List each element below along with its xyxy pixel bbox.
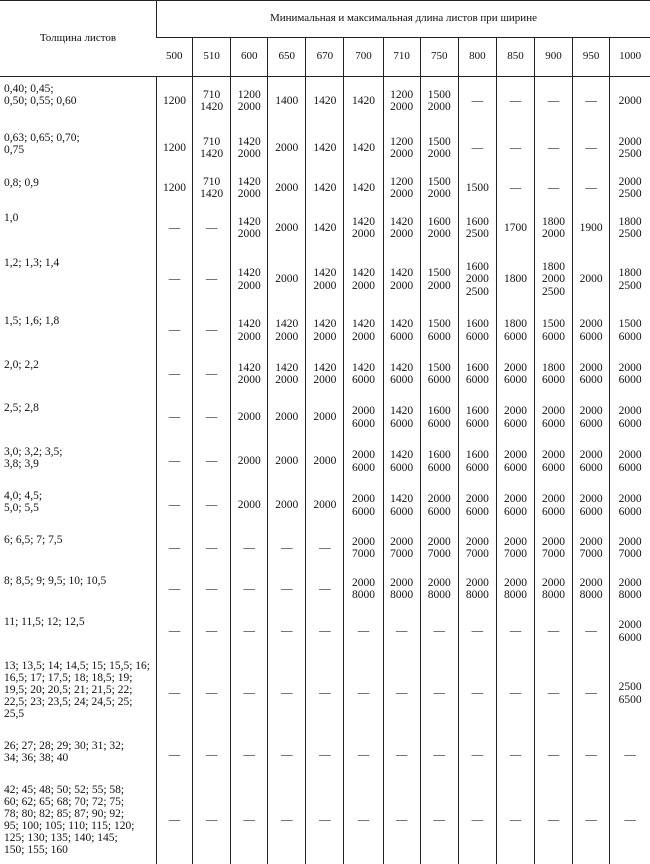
length-cell: 710 1420 xyxy=(193,77,231,126)
length-cell: — xyxy=(231,654,268,734)
length-cell: 2000 7000 xyxy=(496,528,534,569)
length-cell: — xyxy=(573,610,610,654)
length-cell: 1200 xyxy=(156,126,192,171)
length-cell: 2000 7000 xyxy=(344,528,383,569)
length-cell: — xyxy=(306,734,344,778)
length-cell: 2000 xyxy=(268,206,306,251)
length-cell: 2000 7000 xyxy=(610,528,650,569)
length-cell: 2000 6000 xyxy=(496,396,534,440)
table-row xyxy=(0,77,650,126)
length-cell: 1420 6000 xyxy=(383,484,420,528)
length-cell: — xyxy=(573,126,610,171)
length-cell: 2000 6000 xyxy=(610,484,650,528)
length-cell: — xyxy=(496,171,534,206)
length-cell: — xyxy=(573,734,610,778)
length-cell: 2000 6000 xyxy=(610,610,650,654)
length-cell: — xyxy=(156,440,192,484)
thickness-header: Толщина листов xyxy=(0,1,156,77)
length-cell: 2000 xyxy=(573,251,610,309)
length-cell: — xyxy=(306,610,344,654)
length-cell: — xyxy=(496,126,534,171)
length-cell: — xyxy=(383,778,420,864)
length-cell: 2000 6000 xyxy=(420,484,458,528)
length-cell: 1420 xyxy=(344,171,383,206)
length-cell: — xyxy=(535,610,573,654)
length-cell: 1420 2000 xyxy=(231,171,268,206)
length-cell: — xyxy=(156,778,192,864)
length-cell: 2000 xyxy=(268,126,306,171)
length-cell: 1600 2000 2500 xyxy=(458,251,496,309)
width-header-cell: 900 xyxy=(535,38,573,77)
length-cell: 2000 6000 xyxy=(496,484,534,528)
length-cell: 2000 6000 xyxy=(573,396,610,440)
length-cell: 2000 7000 xyxy=(458,528,496,569)
length-cell: — xyxy=(496,734,534,778)
length-cell: 1420 2000 xyxy=(231,251,268,309)
length-cell: 1600 6000 xyxy=(458,396,496,440)
length-cell: 1200 2000 xyxy=(383,77,420,126)
length-cell: — xyxy=(420,778,458,864)
length-cell: 1500 6000 xyxy=(420,309,458,353)
length-cell: — xyxy=(156,251,192,309)
length-cell: — xyxy=(535,778,573,864)
length-cell: — xyxy=(344,610,383,654)
length-cell: 1200 xyxy=(156,77,192,126)
width-header-cell: 650 xyxy=(268,38,306,77)
width-header-cell: 710 xyxy=(383,38,420,77)
length-cell: — xyxy=(610,778,650,864)
length-cell: — xyxy=(306,654,344,734)
length-cell: — xyxy=(573,778,610,864)
length-cell: 1420 xyxy=(344,77,383,126)
width-header-cell: 600 xyxy=(231,38,268,77)
length-cell: — xyxy=(535,77,573,126)
length-cell: 2000 6000 xyxy=(344,440,383,484)
length-cell: — xyxy=(535,171,573,206)
length-cell: — xyxy=(420,610,458,654)
length-cell: 1420 2000 xyxy=(231,353,268,396)
length-cell: — xyxy=(231,528,268,569)
length-cell: 1420 2000 xyxy=(344,251,383,309)
length-header: Минимальная и максимальная длина листов при ширине xyxy=(156,1,650,38)
table-row xyxy=(0,251,650,309)
thickness-cell: 0,63; 0,65; 0,70; 0,75 xyxy=(4,131,80,156)
thickness-cell: 3,0; 3,2; 3,5; 3,8; 3,9 xyxy=(4,445,63,470)
length-cell: — xyxy=(458,734,496,778)
length-cell: 2000 2500 xyxy=(610,171,650,206)
length-cell: 1500 2000 xyxy=(420,251,458,309)
length-cell: — xyxy=(156,353,192,396)
thickness-cell: 42; 45; 48; 50; 52; 55; 58; 60; 62; 65; 68; 70; 72; 75; 78; 80; 82; 85; 87; 90; 92; 95; 100; 105; 110; 115; 120; 125; 130; 135; 140; 145; 150; 155; 160 xyxy=(4,783,135,856)
length-cell: 1600 2000 xyxy=(420,206,458,251)
length-cell: 1420 2000 xyxy=(268,353,306,396)
length-cell: 1200 2000 xyxy=(231,77,268,126)
width-header-cell: 670 xyxy=(306,38,344,77)
table-row xyxy=(0,206,650,251)
length-cell: — xyxy=(193,528,231,569)
length-cell: — xyxy=(193,778,231,864)
table-row xyxy=(0,734,650,778)
length-cell: 1420 2000 xyxy=(268,309,306,353)
length-cell: 1420 2000 xyxy=(231,309,268,353)
length-cell: 2000 6000 xyxy=(496,440,534,484)
length-cell: — xyxy=(344,778,383,864)
length-cell: 2000 6000 xyxy=(535,396,573,440)
length-cell: 1600 6000 xyxy=(458,353,496,396)
width-header-cell: 850 xyxy=(496,38,534,77)
length-cell: 1600 6000 xyxy=(458,309,496,353)
length-cell: 1500 xyxy=(458,171,496,206)
length-cell: — xyxy=(156,569,192,610)
length-cell: 1420 2000 xyxy=(383,251,420,309)
length-cell: — xyxy=(458,610,496,654)
table-row xyxy=(0,778,650,864)
length-cell: 2000 xyxy=(306,440,344,484)
length-cell: 1800 6000 xyxy=(496,309,534,353)
table-row xyxy=(0,484,650,528)
length-cell: — xyxy=(193,206,231,251)
length-cell: 2000 xyxy=(268,171,306,206)
length-cell: 1420 xyxy=(306,77,344,126)
length-cell: — xyxy=(193,396,231,440)
table-row xyxy=(0,309,650,353)
length-cell: 2000 7000 xyxy=(535,528,573,569)
length-cell: 1420 6000 xyxy=(344,353,383,396)
length-cell: — xyxy=(496,654,534,734)
length-cell: 1420 xyxy=(344,126,383,171)
length-cell: 1800 2000 2500 xyxy=(535,251,573,309)
length-cell: — xyxy=(268,778,306,864)
length-cell: 2000 6000 xyxy=(573,484,610,528)
length-cell: — xyxy=(268,734,306,778)
length-cell: 1420 2000 xyxy=(306,353,344,396)
length-cell: 2000 8000 xyxy=(383,569,420,610)
length-cell: — xyxy=(268,654,306,734)
table-row xyxy=(0,396,650,440)
length-cell: 1800 xyxy=(496,251,534,309)
length-cell: 1420 xyxy=(306,206,344,251)
length-cell: — xyxy=(193,654,231,734)
length-cell: 2000 6000 xyxy=(344,484,383,528)
length-cell: 1500 6000 xyxy=(420,353,458,396)
width-header-cell: 510 xyxy=(193,38,231,77)
length-cell: 2000 xyxy=(610,77,650,126)
length-cell: 2000 7000 xyxy=(383,528,420,569)
length-cell: 2000 xyxy=(231,440,268,484)
length-cell: — xyxy=(383,734,420,778)
length-cell: 2000 xyxy=(268,251,306,309)
length-cell: 2000 6000 xyxy=(458,484,496,528)
width-header-cell: 800 xyxy=(458,38,496,77)
length-cell: — xyxy=(156,206,192,251)
length-cell: 1420 2000 xyxy=(383,206,420,251)
length-cell: — xyxy=(193,610,231,654)
table-row xyxy=(0,171,650,206)
thickness-cell: 1,2; 1,3; 1,4 xyxy=(4,256,60,269)
length-cell: — xyxy=(156,396,192,440)
length-cell: 1800 6000 xyxy=(535,353,573,396)
thickness-cell: 11; 11,5; 12; 12,5 xyxy=(4,615,85,628)
length-cell: 2000 xyxy=(306,484,344,528)
length-cell: 1420 6000 xyxy=(383,353,420,396)
length-cell: — xyxy=(268,610,306,654)
length-cell: 1600 6000 xyxy=(458,440,496,484)
length-cell: 1500 6000 xyxy=(610,309,650,353)
length-cell: — xyxy=(193,569,231,610)
length-cell: — xyxy=(535,734,573,778)
length-cell: 1420 2000 xyxy=(231,206,268,251)
table-body xyxy=(0,77,650,864)
length-cell: 2000 6000 xyxy=(610,353,650,396)
length-cell: — xyxy=(193,309,231,353)
length-cell: 1420 6000 xyxy=(383,396,420,440)
length-cell: 1200 xyxy=(156,171,192,206)
length-cell: 2000 8000 xyxy=(610,569,650,610)
length-cell: 1420 2000 xyxy=(344,309,383,353)
length-cell: 710 1420 xyxy=(193,126,231,171)
width-header-cell: 500 xyxy=(156,38,192,77)
table-row xyxy=(0,353,650,396)
length-cell: 1800 2000 xyxy=(535,206,573,251)
length-cell: 1600 6000 xyxy=(420,440,458,484)
length-cell: — xyxy=(610,734,650,778)
length-cell: 1420 2000 xyxy=(344,206,383,251)
length-cell: — xyxy=(496,778,534,864)
length-cell: — xyxy=(193,734,231,778)
table-row xyxy=(0,610,650,654)
length-cell: 2000 6000 xyxy=(496,353,534,396)
length-cell: 2000 6000 xyxy=(573,309,610,353)
length-cell: — xyxy=(231,778,268,864)
length-cell: 1500 2000 xyxy=(420,171,458,206)
length-cell: 2000 6000 xyxy=(610,440,650,484)
length-cell: 2500 6500 xyxy=(610,654,650,734)
length-cell: 2000 6000 xyxy=(573,353,610,396)
thickness-cell: 13; 13,5; 14; 14,5; 15; 15,5; 16; 16,5; 17; 17,5; 18; 18,5; 19; 19,5; 20; 20,5; 21; 21,5; 22; 22,5; 23; 23,5; 24; 24,5; 25; 25,5 xyxy=(4,659,150,720)
length-cell: 2000 6000 xyxy=(535,484,573,528)
length-cell: — xyxy=(420,734,458,778)
length-cell: — xyxy=(496,77,534,126)
length-cell: — xyxy=(156,610,192,654)
thickness-cell: 0,8; 0,9 xyxy=(4,176,39,189)
length-cell: — xyxy=(344,654,383,734)
table-row xyxy=(0,440,650,484)
thickness-cell: 4,0; 4,5; 5,0; 5,5 xyxy=(4,489,43,514)
length-cell: 1600 2500 xyxy=(458,206,496,251)
length-cell: — xyxy=(535,126,573,171)
length-cell: — xyxy=(420,654,458,734)
length-cell: — xyxy=(573,171,610,206)
length-cell: — xyxy=(573,654,610,734)
table-row xyxy=(0,569,650,610)
length-cell: 1400 xyxy=(268,77,306,126)
length-cell: — xyxy=(193,251,231,309)
length-cell: 1900 xyxy=(573,206,610,251)
thickness-cell: 6; 6,5; 7; 7,5 xyxy=(4,533,63,546)
length-cell: — xyxy=(156,484,192,528)
length-cell: — xyxy=(573,77,610,126)
length-cell: — xyxy=(306,528,344,569)
length-cell: 2000 8000 xyxy=(535,569,573,610)
table-row xyxy=(0,654,650,734)
table-row xyxy=(0,126,650,171)
length-cell: 2000 6000 xyxy=(344,396,383,440)
length-cell: 2000 2500 xyxy=(610,126,650,171)
length-cell: 2000 xyxy=(268,440,306,484)
length-cell: 2000 8000 xyxy=(573,569,610,610)
length-cell: — xyxy=(344,734,383,778)
length-cell: — xyxy=(458,77,496,126)
length-cell: 1420 6000 xyxy=(383,440,420,484)
thickness-cell: 1,0 xyxy=(4,211,19,224)
thickness-cell: 0,40; 0,45; 0,50; 0,55; 0,60 xyxy=(4,83,77,108)
length-cell: 2000 7000 xyxy=(573,528,610,569)
length-cell: — xyxy=(231,734,268,778)
length-cell: — xyxy=(193,440,231,484)
length-cell: 2000 8000 xyxy=(344,569,383,610)
thickness-cell: 1,5; 1,6; 1,8 xyxy=(4,314,60,327)
length-cell: 1200 2000 xyxy=(383,126,420,171)
length-cell: — xyxy=(306,569,344,610)
length-cell: — xyxy=(231,569,268,610)
thickness-cell: 8; 8,5; 9; 9,5; 10; 10,5 xyxy=(4,574,107,587)
length-cell: — xyxy=(156,528,192,569)
length-cell: 2000 8000 xyxy=(420,569,458,610)
length-cell: 2000 8000 xyxy=(496,569,534,610)
length-cell: — xyxy=(458,126,496,171)
length-cell: 2000 7000 xyxy=(420,528,458,569)
length-cell: — xyxy=(156,654,192,734)
length-cell: — xyxy=(458,654,496,734)
length-cell: — xyxy=(156,734,192,778)
length-cell: 1420 2000 xyxy=(306,251,344,309)
width-header-cell: 1000 xyxy=(610,38,650,77)
length-cell: 1420 2000 xyxy=(231,126,268,171)
length-cell: 1800 2500 xyxy=(610,251,650,309)
length-cell: — xyxy=(458,778,496,864)
length-cell: — xyxy=(193,484,231,528)
length-cell: 710 1420 xyxy=(193,171,231,206)
length-cell: 2000 xyxy=(268,484,306,528)
width-header-cell: 700 xyxy=(344,38,383,77)
length-cell: 2000 6000 xyxy=(573,440,610,484)
length-cell: — xyxy=(383,654,420,734)
length-cell: 1200 2000 xyxy=(383,171,420,206)
length-cell: — xyxy=(496,610,534,654)
thickness-cell: 26; 27; 28; 29; 30; 31; 32; 34; 36; 38; 40 xyxy=(4,739,125,764)
length-cell: 1420 6000 xyxy=(383,309,420,353)
length-cell: 1700 xyxy=(496,206,534,251)
length-cell: 2000 xyxy=(231,396,268,440)
width-header-cell: 750 xyxy=(420,38,458,77)
length-cell: 1500 2000 xyxy=(420,77,458,126)
thickness-cell: 2,0; 2,2 xyxy=(4,358,39,371)
length-cell: — xyxy=(383,610,420,654)
width-header-cell: 950 xyxy=(573,38,610,77)
length-cell: — xyxy=(268,528,306,569)
length-cell: — xyxy=(306,778,344,864)
length-cell: 2000 6000 xyxy=(610,396,650,440)
length-cell: 2000 xyxy=(306,396,344,440)
length-cell: 1420 xyxy=(306,171,344,206)
length-cell: — xyxy=(231,610,268,654)
length-cell: — xyxy=(156,309,192,353)
length-cell: — xyxy=(535,654,573,734)
length-cell: 1800 2500 xyxy=(610,206,650,251)
table-row xyxy=(0,528,650,569)
length-cell: 2000 xyxy=(268,396,306,440)
length-cell: 1500 2000 xyxy=(420,126,458,171)
length-cell: 1420 xyxy=(306,126,344,171)
length-cell: 2000 6000 xyxy=(535,440,573,484)
length-cell: — xyxy=(193,353,231,396)
thickness-cell: 2,5; 2,8 xyxy=(4,401,39,414)
length-cell: — xyxy=(268,569,306,610)
length-cell: 1500 6000 xyxy=(535,309,573,353)
length-cell: 1420 2000 xyxy=(306,309,344,353)
length-cell: 1600 6000 xyxy=(420,396,458,440)
length-cell: 2000 8000 xyxy=(458,569,496,610)
length-cell: 2000 xyxy=(231,484,268,528)
